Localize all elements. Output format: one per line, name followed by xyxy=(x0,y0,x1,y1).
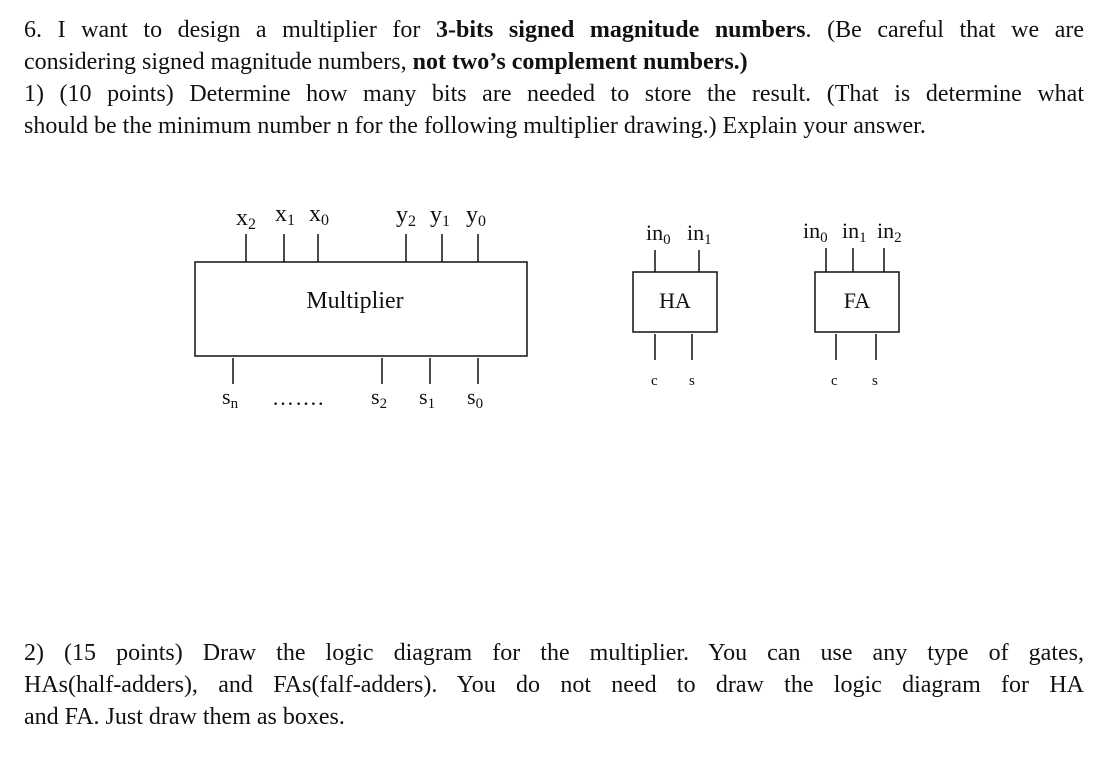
part1-line-2: should be the minimum number n for the following multiplier drawing.) Explain your answer. xyxy=(24,113,926,139)
fa-in2-label: in2 xyxy=(877,218,902,246)
part2-line-2: HAs(half-adders), and FAs(falf-adders). You do not need to draw the logic diagram for HA xyxy=(24,672,1084,698)
input-y0-label: y0 xyxy=(466,202,486,230)
question-part2 xyxy=(24,637,1084,733)
fa-label: FA xyxy=(843,288,871,313)
input-y1-label: y1 xyxy=(430,202,450,230)
output-s1-label: s1 xyxy=(419,384,436,412)
ha-s-label: s xyxy=(689,373,695,389)
part2-line-1: 2) (15 points) Draw the logic diagram for the multiplier. You can use any type of gates, xyxy=(24,640,1084,666)
ha-c-label: c xyxy=(651,373,658,389)
fa-s-label: s xyxy=(872,373,878,389)
part1-line-1: 1) (10 points) Determine how many bits are needed to store the result. (That is determine what xyxy=(24,81,1084,107)
output-s2-label: s2 xyxy=(371,384,388,412)
input-x1-label: x1 xyxy=(275,201,295,229)
output-s0-label: s0 xyxy=(467,384,484,412)
input-y2-label: y2 xyxy=(396,202,416,230)
fa-in0-label: in0 xyxy=(803,218,828,246)
output-ellipsis: ……. xyxy=(272,385,325,410)
multiplier-label: Multiplier xyxy=(306,288,404,314)
ha-in1-label: in1 xyxy=(687,220,712,248)
intro-text-2: considering signed magnitude numbers, xyxy=(24,49,413,75)
intro-text: 6. I want to design a multiplier for xyxy=(24,17,436,43)
intro-bold-not-twos: not two’s complement numbers.) xyxy=(412,49,748,75)
input-x0-label: x0 xyxy=(309,201,329,229)
fa-in1-label: in1 xyxy=(842,218,867,246)
ha-in0-label: in0 xyxy=(646,220,671,248)
ha-label: HA xyxy=(659,288,691,313)
input-x2-label: x2 xyxy=(236,205,256,233)
part2-line-3: and FA. Just draw them as boxes. xyxy=(24,704,345,730)
intro-bold-signed-magnitude: 3-bits signed magnitude numbers xyxy=(436,17,806,43)
output-sn-label: sn xyxy=(222,384,239,412)
intro-text-cont: . (Be careful that we are xyxy=(805,17,1084,43)
fa-c-label: c xyxy=(831,373,838,389)
